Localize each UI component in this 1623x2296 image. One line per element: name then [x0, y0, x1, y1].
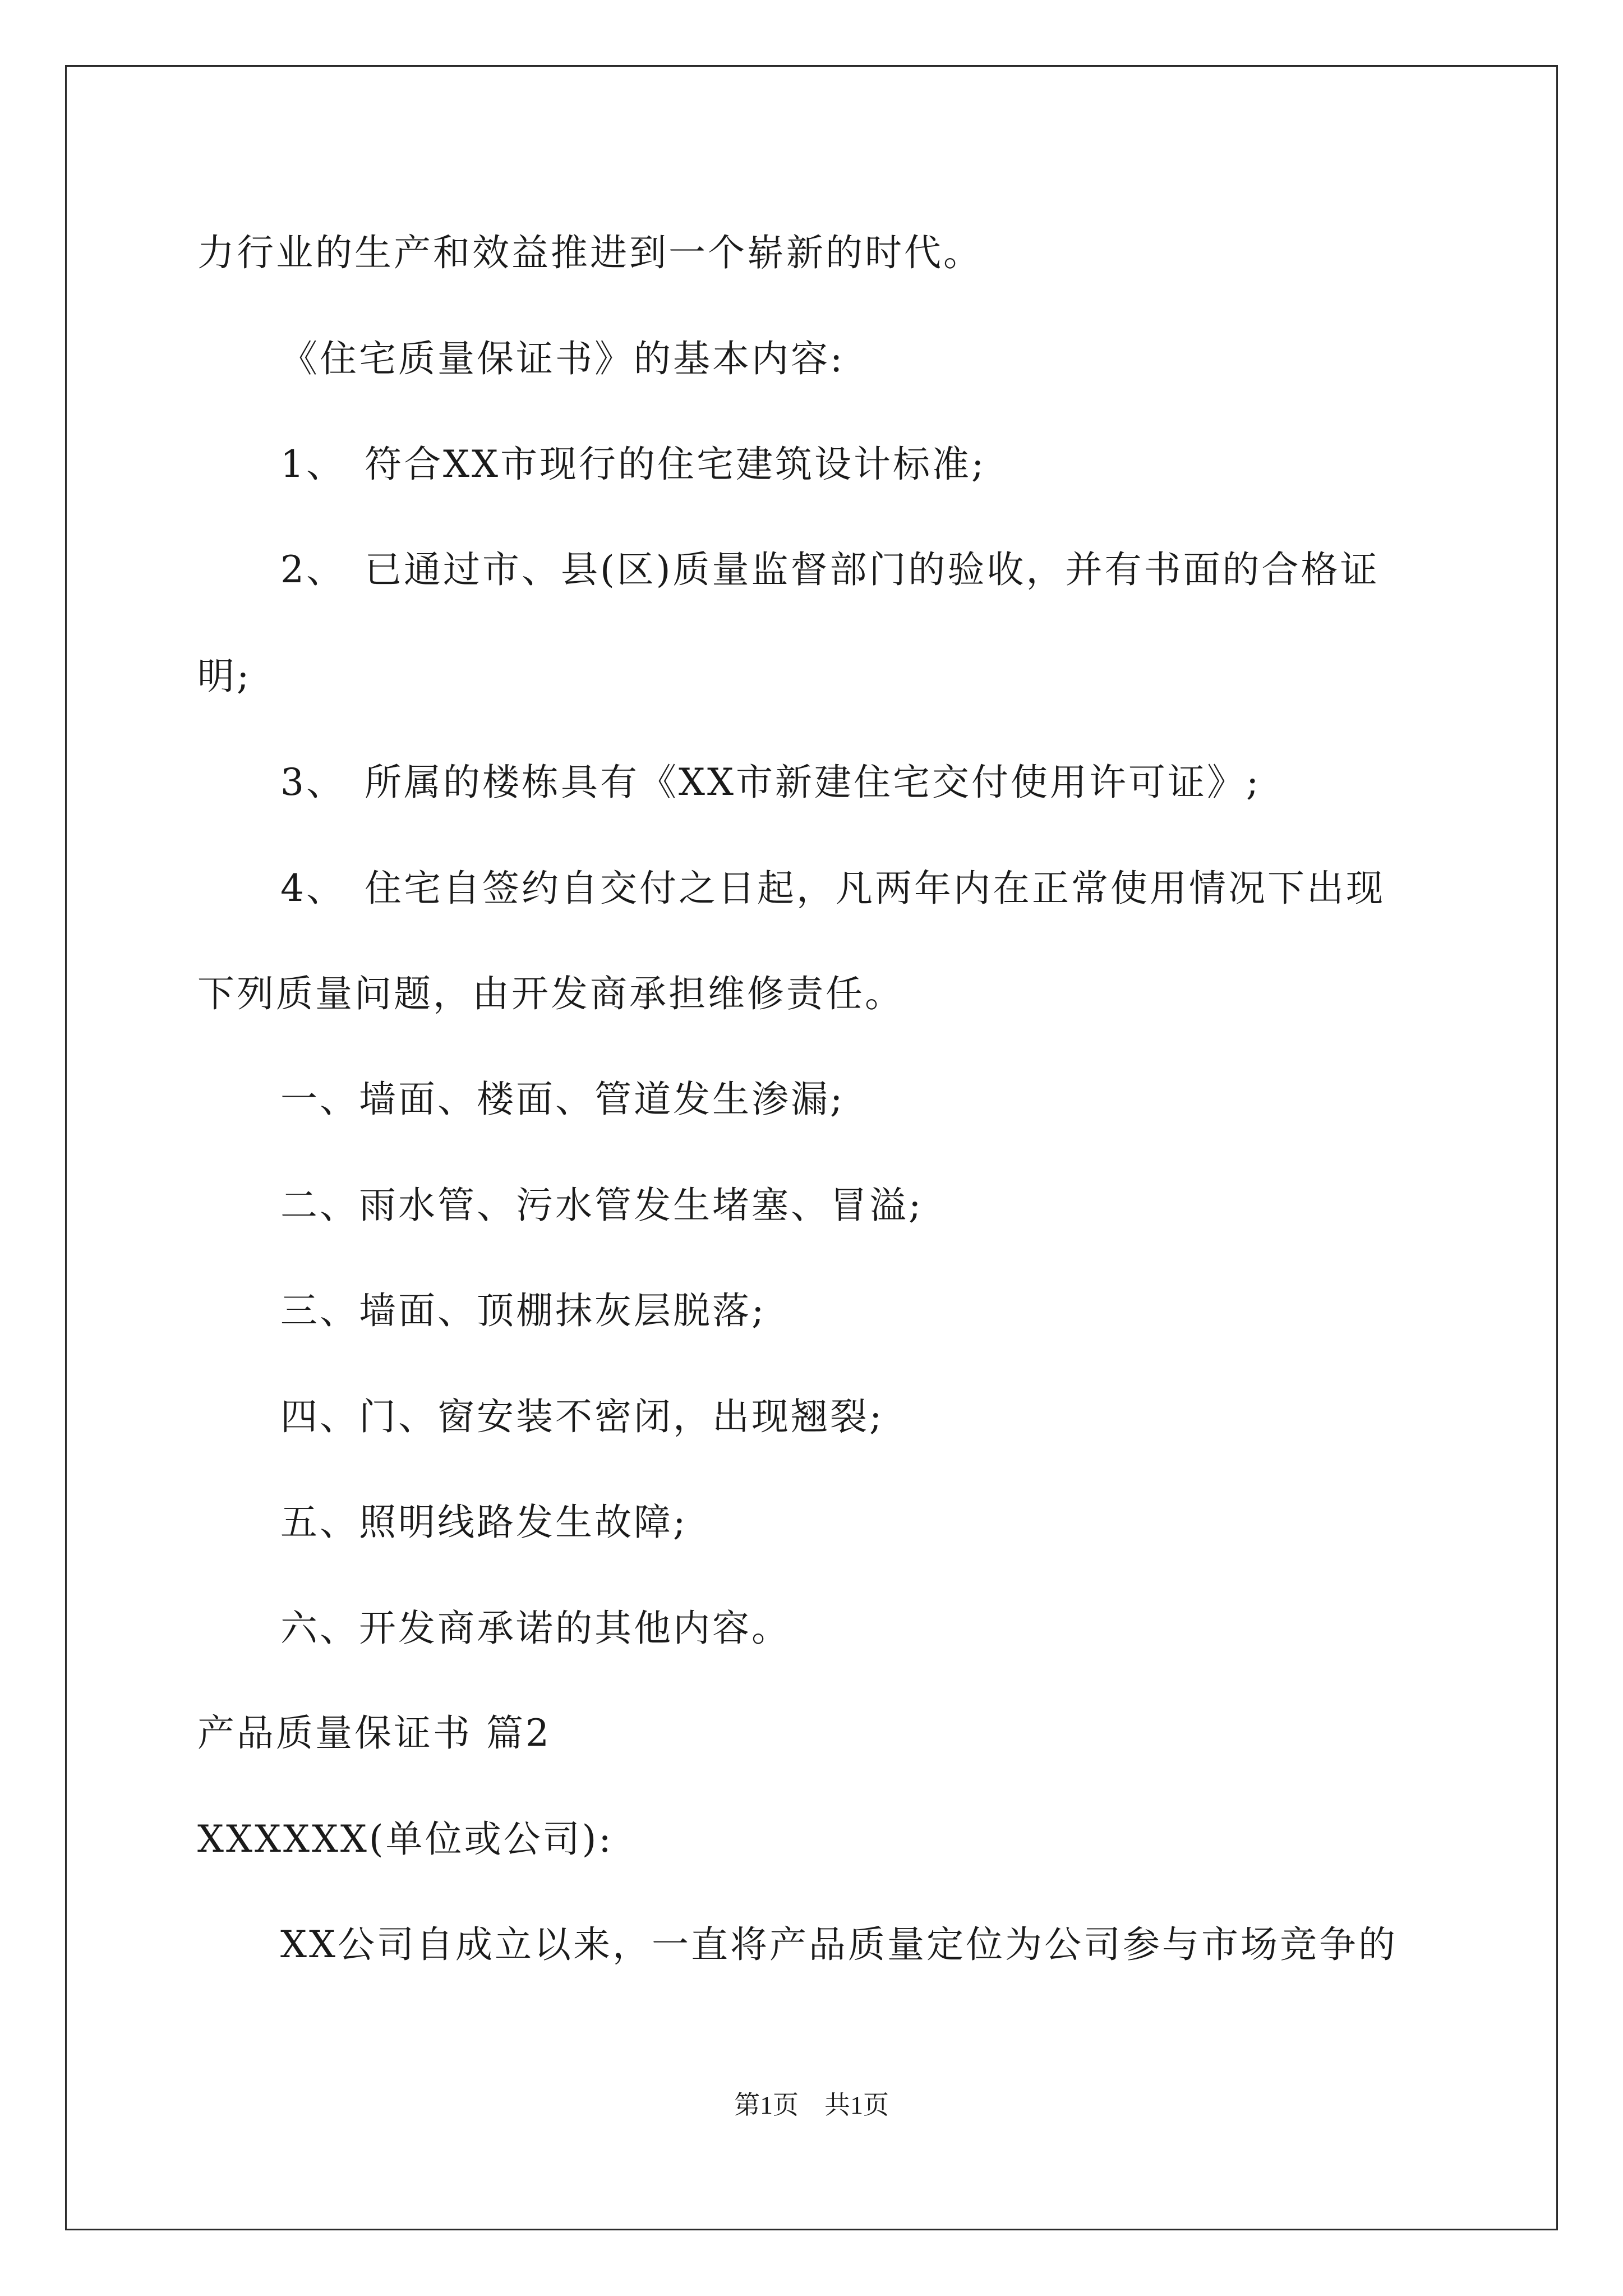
paragraph-line: 《住宅质量保证书》的基本内容:	[280, 337, 845, 380]
paragraph-line: 二、雨水管、污水管发生堵塞、冒溢;	[280, 1184, 924, 1227]
list-item	[280, 548, 1380, 591]
list-number: 1、	[280, 443, 345, 486]
paragraph-line: XX公司自成立以来，一直将产品质量定位为公司参与市场竞争的	[280, 1923, 1398, 1966]
paragraph-line: 六、开发商承诺的其他内容。	[280, 1607, 791, 1650]
paragraph-line: 三、墙面、顶棚抹灰层脱落;	[280, 1289, 767, 1332]
page-border	[65, 65, 1558, 2230]
list-number: 2、	[280, 548, 345, 591]
list-item	[280, 867, 1385, 910]
list-item-text: 已通过市、县(区)质量监督部门的验收，并有书面的合格证	[365, 548, 1380, 591]
paragraph-line: 四、门、窗安装不密闭，出现翘裂;	[280, 1395, 884, 1438]
list-item-text: 所属的楼栋具有《XX市新建住宅交付使用许可证》;	[365, 761, 1261, 804]
list-item	[280, 443, 986, 486]
list-item-text: 符合XX市现行的住宅建筑设计标准;	[365, 443, 986, 486]
paragraph-line: 力行业的生产和效益推进到一个崭新的时代。	[197, 231, 983, 274]
list-item-text: 住宅自签约自交付之日起，凡两年内在正常使用情况下出现	[365, 867, 1385, 910]
paragraph-line: 下列质量问题，由开发商承担维修责任。	[197, 972, 904, 1015]
paragraph-line: XXXXXX(单位或公司):	[197, 1818, 614, 1861]
page-footer: 第1页 共1页	[734, 2091, 889, 2119]
paragraph-line: 五、照明线路发生故障;	[280, 1501, 688, 1544]
list-number: 3、	[280, 761, 345, 804]
list-item	[280, 761, 1261, 804]
list-number: 4、	[280, 867, 345, 910]
section-heading: 产品质量保证书 篇2	[197, 1711, 551, 1755]
paragraph-line: 明;	[197, 655, 252, 698]
paragraph-line: 一、墙面、楼面、管道发生渗漏;	[280, 1078, 845, 1121]
